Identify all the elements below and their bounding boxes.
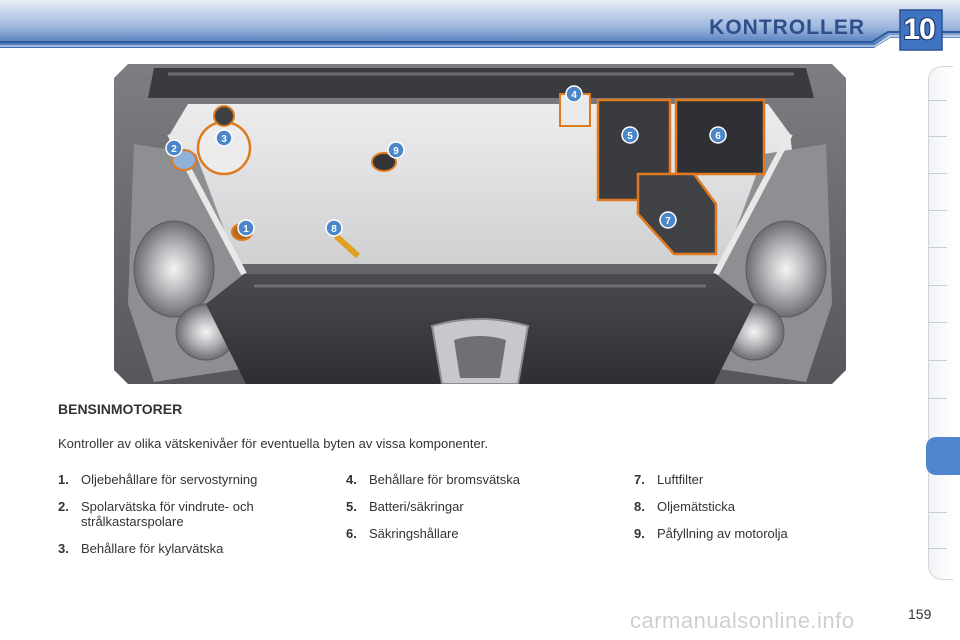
chapter-thumb-tabs [928, 66, 953, 580]
legend-number: 6. [346, 526, 357, 541]
legend-item [346, 499, 616, 514]
thumb-tab-divider [929, 360, 947, 361]
thumb-tab-divider [929, 136, 947, 137]
thumb-tab-divider [929, 100, 947, 101]
legend-number: 4. [346, 472, 357, 487]
callout-label: 7 [665, 216, 671, 227]
legend-text: Batteri/säkringar [369, 499, 464, 514]
page-number: 159 [908, 606, 932, 622]
legend-text: Oljemätsticka [657, 499, 736, 514]
thumb-tab-divider [929, 247, 947, 248]
legend-number: 9. [634, 526, 645, 541]
thumb-tab-divider [929, 210, 947, 211]
callout-label: 1 [243, 224, 249, 235]
legend-text: Behållare för kylarvätska [81, 541, 224, 556]
callout-label: 2 [171, 144, 177, 155]
legend-number: 7. [634, 472, 645, 487]
legend-item [634, 499, 904, 514]
callout-label: 3 [221, 134, 227, 145]
thumb-tab-divider [929, 548, 947, 549]
legend-column-1 [58, 472, 328, 568]
thumb-tab-divider [929, 512, 947, 513]
active-chapter-tab[interactable] [926, 437, 960, 475]
legend-text: Säkringshållare [369, 526, 459, 541]
legend-text: Spolarvätska för vindrute- och strålkastarspolare [81, 499, 254, 529]
callout-label: 6 [715, 131, 721, 142]
legend-number: 5. [346, 499, 357, 514]
callout-label: 4 [571, 90, 577, 101]
section-title: BENSINMOTORER [58, 401, 183, 417]
thumb-tab-divider [929, 285, 947, 286]
legend-item [634, 472, 904, 487]
legend-text: Behållare för bromsvätska [369, 472, 521, 487]
legend-text: Påfyllning av motorolja [657, 526, 788, 541]
watermark: carmanualsonline.info [630, 608, 855, 633]
callout-label: 5 [627, 131, 633, 142]
engine-bay-illustration [114, 64, 846, 384]
legend-column-3 [634, 472, 904, 553]
thumb-tab-divider [929, 173, 947, 174]
legend-item [634, 526, 904, 541]
thumb-tab-divider [929, 398, 947, 399]
callout-label: 9 [393, 146, 399, 157]
chapter-title: KONTROLLER [709, 16, 865, 39]
legend-number: 8. [634, 499, 645, 514]
callout-label: 8 [331, 224, 337, 235]
legend-text: Oljebehållare för servostyrning [81, 472, 258, 487]
legend-item [58, 472, 328, 487]
legend-item [58, 541, 328, 556]
legend-item [58, 499, 328, 529]
page-header [0, 0, 960, 50]
legend-number: 3. [58, 541, 69, 556]
legend-text: Luftfilter [657, 472, 704, 487]
section-intro: Kontroller av olika vätskenivåer för eventuella byten av vissa komponenter. [58, 436, 488, 451]
chapter-number-badge: 10 [903, 13, 935, 46]
thumb-tab-divider [929, 322, 947, 323]
legend-item [346, 472, 616, 487]
legend-column-2 [346, 472, 616, 553]
legend-number: 2. [58, 499, 69, 514]
legend-number: 1. [58, 472, 69, 487]
legend-item [346, 526, 616, 541]
